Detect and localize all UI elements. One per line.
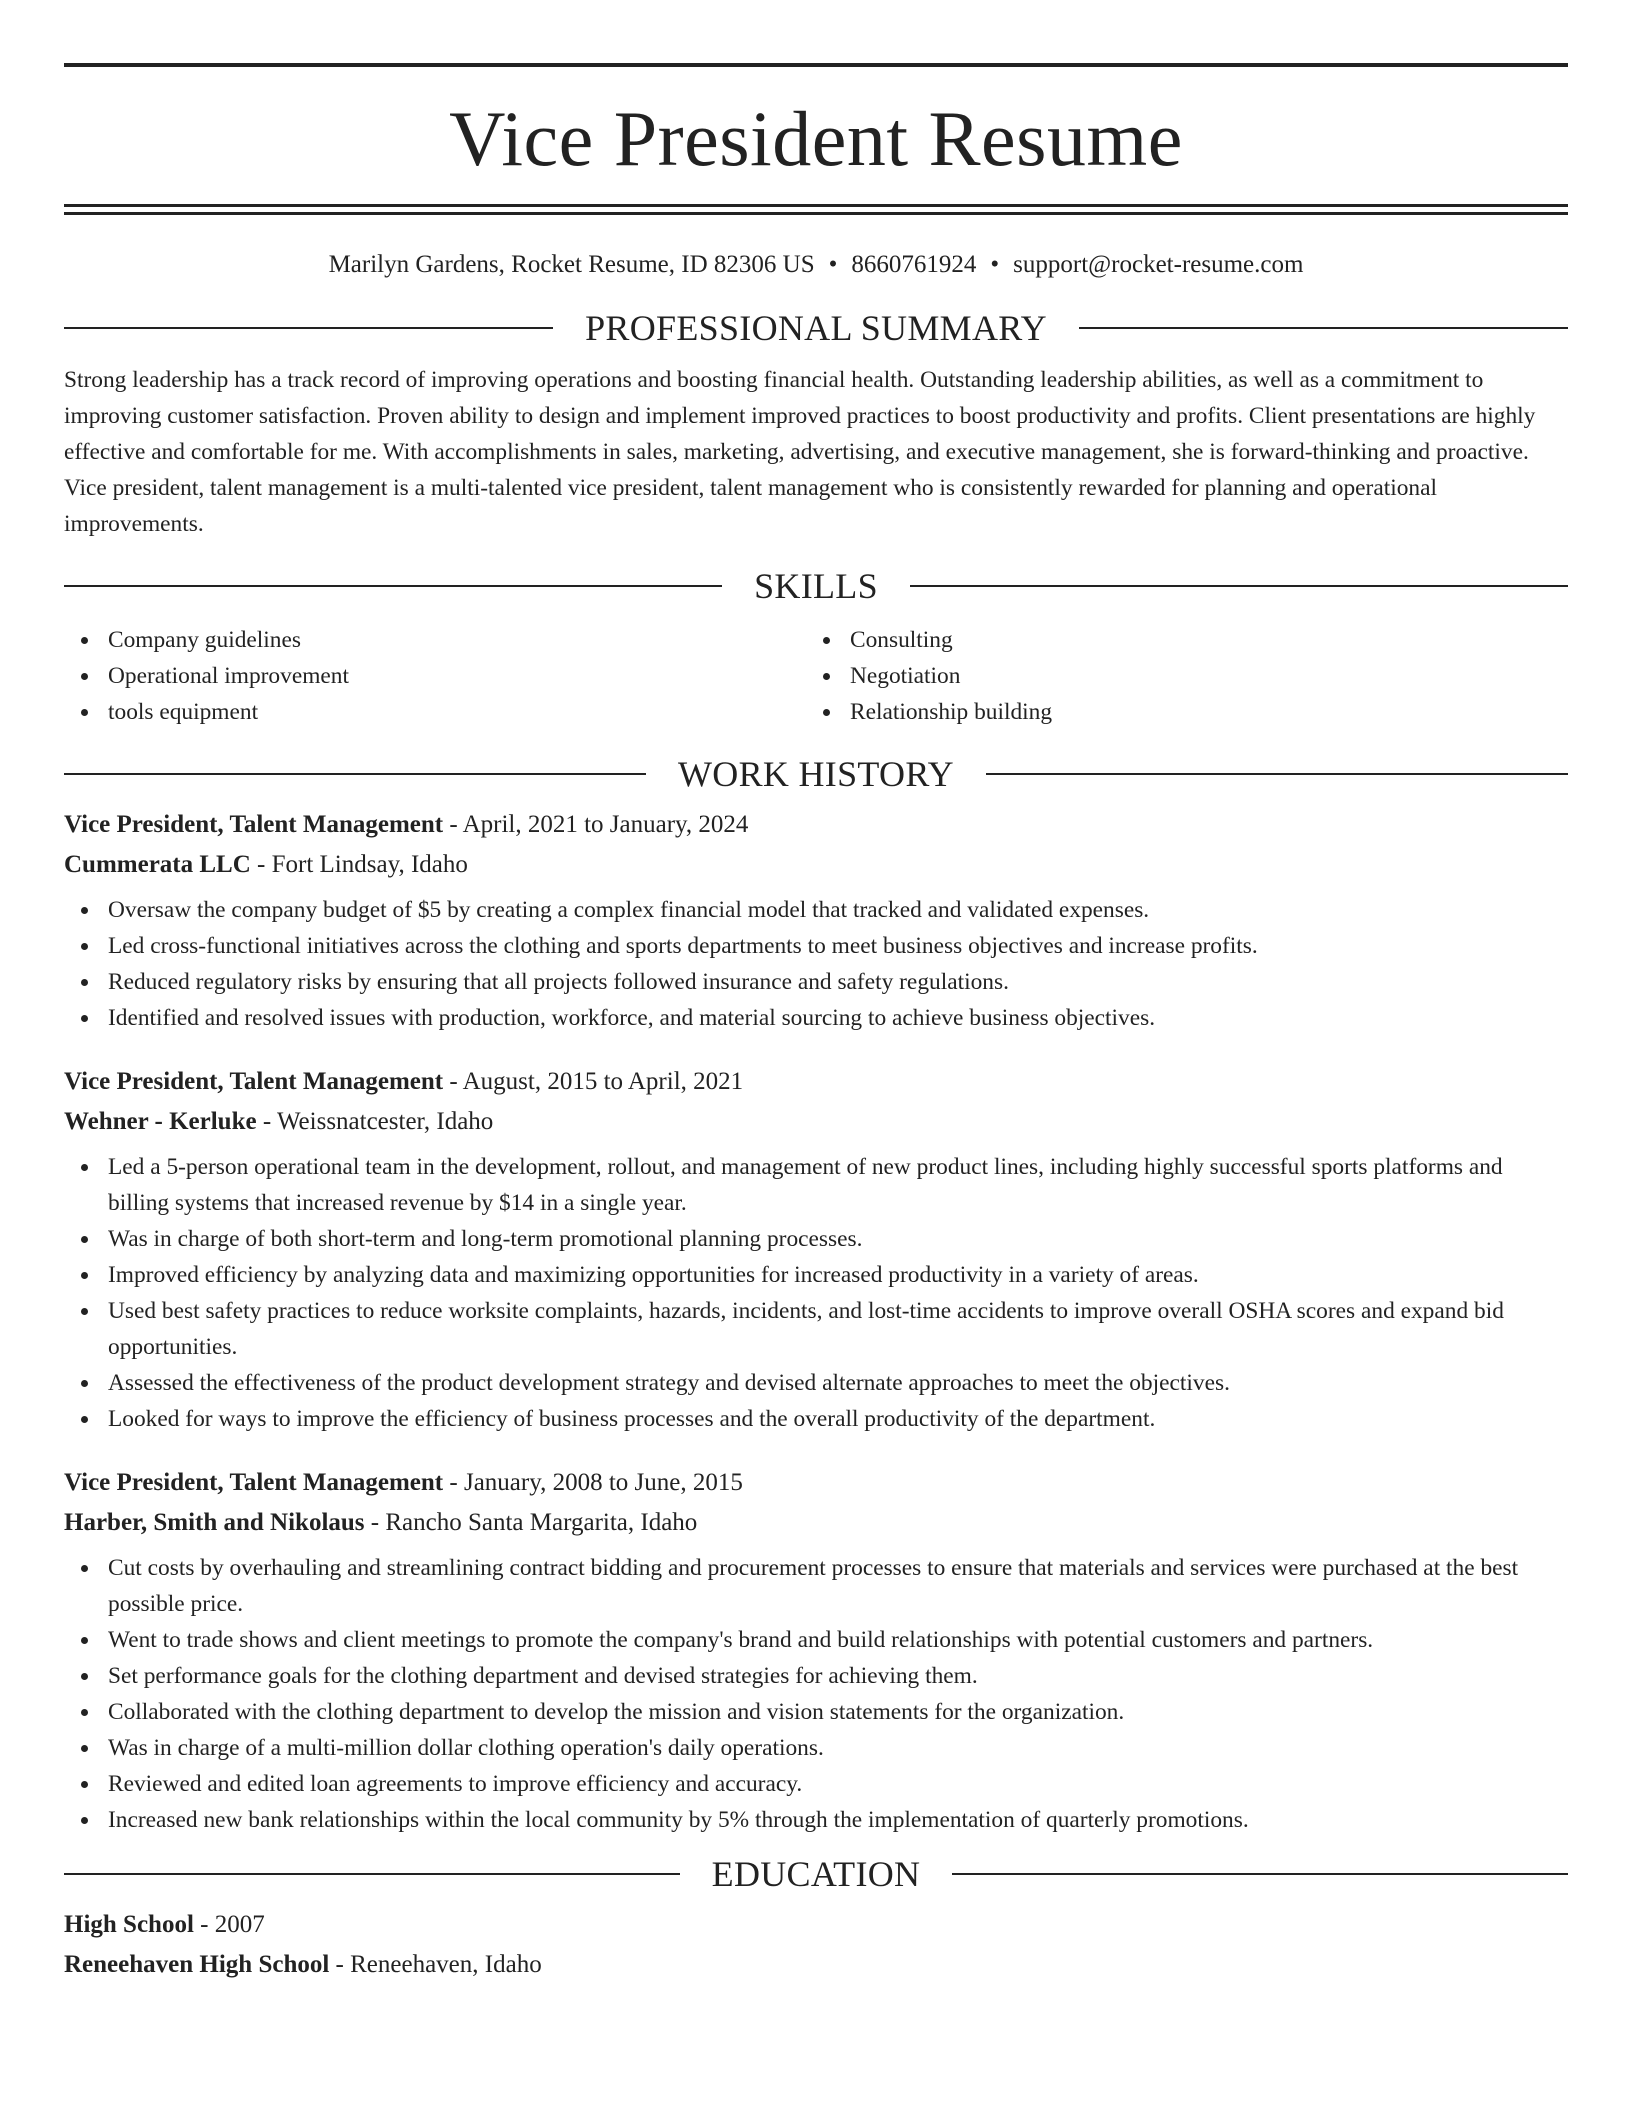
section-heading-work-history (64, 752, 1568, 796)
job-bullet: Reviewed and edited loan agreements to improve efficiency and accuracy. (64, 1766, 1568, 1802)
education-entry (64, 1910, 1568, 1980)
page-title: Vice President Resume (449, 95, 1183, 182)
job-entry (64, 810, 1568, 1036)
job-bullet: Oversaw the company budget of $5 by creating a complex financial model that tracked and validated expenses. (64, 892, 1568, 928)
job-bullet: Looked for ways to improve the efficiency of business processes and the overall productivity of the department. (64, 1401, 1568, 1437)
job-bullet: Went to trade shows and client meetings to promote the company's brand and build relationships with potential customers and partners. (64, 1622, 1568, 1658)
job-bullet: Was in charge of a multi-million dollar clothing operation's daily operations. (64, 1730, 1568, 1766)
contact-phone: 8660761924 (851, 251, 977, 278)
heading-rule (910, 585, 1568, 587)
job-title: Vice President, Talent Management (64, 1469, 444, 1496)
summary-text: Strong leadership has a track record of improving operations and boosting financial health. Outstanding leadership abilities, as well as a commitment to improving customer satisfaction. Proven ability to design and implement improved practices to boost productivity and profits. Client presentations are highly effective and comfortable for me. With accomplishments in sales, marketing, advertising, and executive management, she is forward-thinking and proactive. Vice president, talent management is a multi-talented vice president, talent management who is consistently rewarded for planning and operational improvements. (64, 367, 1536, 537)
skills-column-left (64, 622, 806, 730)
job-bullet: Assessed the effectiveness of the product development strategy and devised alternate approaches to meet the objectives. (64, 1365, 1568, 1401)
education-location: - Reneehaven, Idaho (329, 1951, 542, 1978)
section-title: EDUCATION (711, 1854, 921, 1894)
job-entry (64, 1067, 1568, 1437)
job-location: - Fort Lindsay, Idaho (250, 851, 468, 878)
job-dates: - April, 2021 to January, 2024 (443, 811, 749, 838)
job-title-line (64, 1067, 1568, 1097)
job-title: Vice President, Talent Management (64, 811, 444, 838)
job-company-line (64, 850, 1568, 880)
contact-address: Marilyn Gardens, Rocket Resume, ID 82306 US (328, 251, 815, 278)
title-double-rule (64, 204, 1568, 215)
job-location: - Weissnatcester, Idaho (256, 1108, 494, 1135)
job-bullet-list (64, 1550, 1568, 1838)
education-degree: High School (64, 1911, 194, 1938)
heading-rule (952, 1873, 1568, 1875)
heading-rule (986, 773, 1568, 775)
job-dates: - January, 2008 to June, 2015 (443, 1469, 743, 1496)
section-title: SKILLS (754, 566, 878, 606)
job-bullet: Reduced regulatory risks by ensuring that all projects followed insurance and safety regulations. (64, 964, 1568, 1000)
heading-rule (64, 1873, 680, 1875)
heading-rule (64, 585, 722, 587)
job-location: - Rancho Santa Margarita, Idaho (364, 1509, 698, 1536)
skills-column-right (806, 622, 1548, 730)
skills-list (64, 622, 1568, 730)
job-title-line (64, 1468, 1568, 1498)
resume-page (64, 0, 1568, 1980)
job-bullet: Was in charge of both short-term and long-term promotional planning processes. (64, 1221, 1568, 1257)
job-title: Vice President, Talent Management (64, 1068, 444, 1095)
skill-item: Negotiation (806, 658, 1548, 694)
job-company: Wehner - Kerluke (64, 1108, 257, 1135)
section-title: PROFESSIONAL SUMMARY (585, 308, 1047, 348)
job-company: Cummerata LLC (64, 851, 251, 878)
heading-rule (1079, 327, 1568, 329)
job-bullet: Led a 5-person operational team in the development, rollout, and management of new product lines, including highly successful sports platforms and billing systems that increased revenue by $14 in a single year. (64, 1149, 1568, 1221)
contact-separator: • (990, 251, 1000, 278)
job-bullet: Cut costs by overhauling and streamlining contract bidding and procurement processes to ensure that materials and services were purchased at the best possible price. (64, 1550, 1568, 1622)
job-bullet: Set performance goals for the clothing department and devised strategies for achieving them. (64, 1658, 1568, 1694)
top-rule (64, 63, 1568, 67)
contact-email: support@rocket-resume.com (1013, 251, 1304, 278)
job-title-line (64, 810, 1568, 840)
job-company-line (64, 1508, 1568, 1538)
job-bullet-list (64, 1149, 1568, 1437)
job-bullet: Led cross-functional initiatives across the clothing and sports departments to meet business objectives and increase profits. (64, 928, 1568, 964)
job-company-line (64, 1107, 1568, 1137)
job-company: Harber, Smith and Nikolaus (64, 1509, 365, 1536)
skill-item: Consulting (806, 622, 1548, 658)
job-bullet-list (64, 892, 1568, 1036)
job-bullet: Increased new bank relationships within the local community by 5% through the implementation of quarterly promotions. (64, 1802, 1568, 1838)
education-school: Reneehaven High School (64, 1951, 330, 1978)
contact-separator: • (828, 251, 838, 278)
education-year: - 2007 (193, 1911, 265, 1938)
skill-item: Company guidelines (64, 622, 806, 658)
skill-item: Relationship building (806, 694, 1548, 730)
education-degree-line (64, 1910, 1568, 1940)
contact-line (64, 250, 1568, 280)
job-bullet: Used best safety practices to reduce worksite complaints, hazards, incidents, and lost-time accidents to improve overall OSHA scores and expand bid opportunities. (64, 1293, 1568, 1365)
job-entry (64, 1468, 1568, 1838)
heading-rule (64, 773, 646, 775)
heading-rule (64, 327, 553, 329)
skill-item: Operational improvement (64, 658, 806, 694)
section-heading-education (64, 1852, 1568, 1896)
job-bullet: Identified and resolved issues with production, workforce, and material sourcing to achieve business objectives. (64, 1000, 1568, 1036)
job-bullet: Improved efficiency by analyzing data and maximizing opportunities for increased productivity in a variety of areas. (64, 1257, 1568, 1293)
section-title: WORK HISTORY (678, 754, 954, 794)
education-school-line (64, 1950, 1568, 1980)
job-bullet: Collaborated with the clothing department to develop the mission and vision statements for the organization. (64, 1694, 1568, 1730)
skill-item: tools equipment (64, 694, 806, 730)
section-heading-summary (64, 306, 1568, 350)
job-dates: - August, 2015 to April, 2021 (443, 1068, 744, 1095)
section-heading-skills (64, 564, 1568, 608)
